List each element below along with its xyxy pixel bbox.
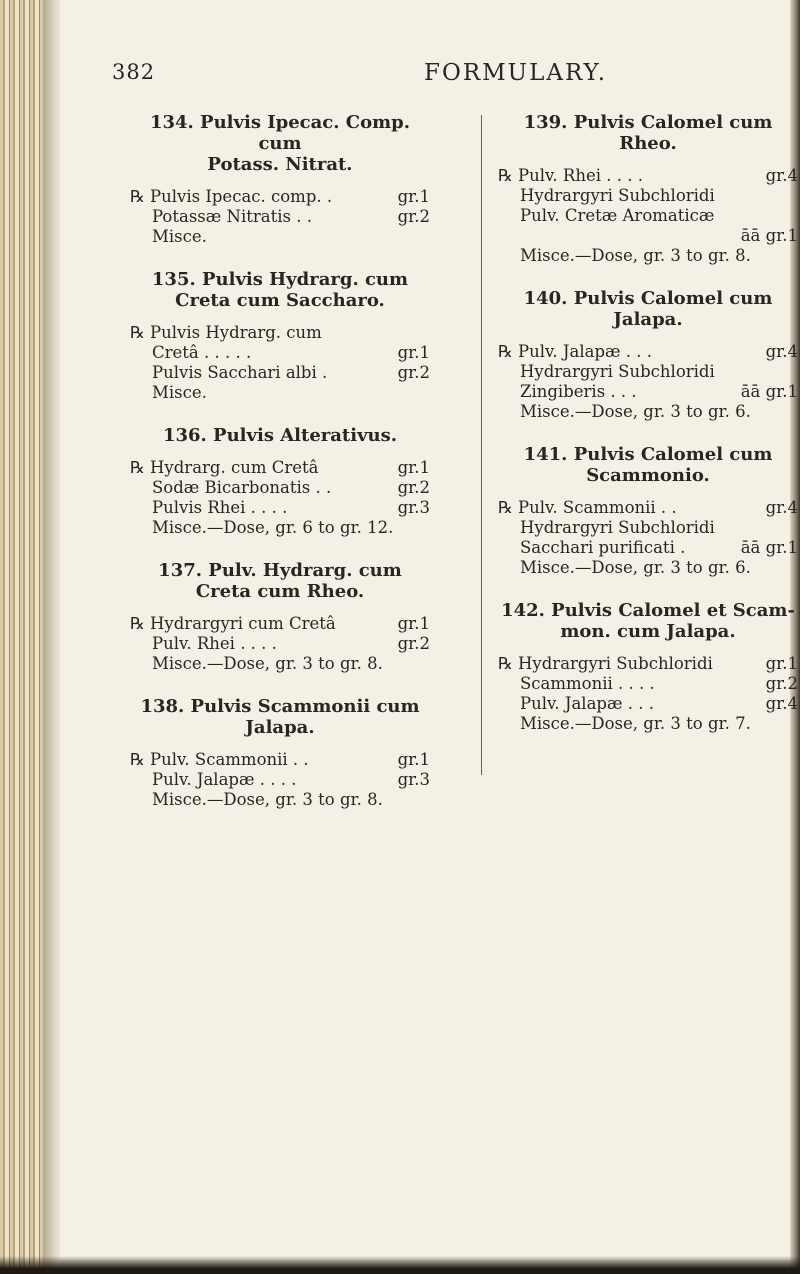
page-header [60,60,790,90]
misce-instruction: Misce.—Dose, gr. 3 to gr. 8. [520,246,751,265]
book-page [60,0,798,1260]
misce-instruction: Misce.—Dose, gr. 3 to gr. 6. [520,402,751,421]
title-line: 139. Pulvis Calomel cum [523,112,773,133]
ingredient-line [130,458,430,478]
ingredient-line [130,187,430,207]
ingredient-line [130,363,430,383]
ingredient: Scammonii . . . . [520,674,655,693]
quantity: gr.1 [397,458,430,477]
title-line: 140. Pulvis Calomel cum [523,288,773,309]
quantity: gr.1 [397,614,430,633]
book-spine-edge [0,0,44,1274]
ingredient: Potassæ Nitratis . . [152,207,312,226]
formula-title [130,269,430,311]
ingredient: Cretâ . . . . . [152,343,252,362]
formula-entry [498,112,798,266]
ingredient-line [498,674,798,694]
page-number: 382 [112,60,156,84]
title-line: 135. Pulvis Hydrarg. cum [151,269,409,290]
misce-instruction: Misce.—Dose, gr. 3 to gr. 6. [520,558,751,577]
title-line: Jalapa. [613,309,683,330]
ingredient-line [130,634,430,654]
title-line: 136. Pulvis Alterativus. [162,425,398,446]
title-line: Creta cum Rheo. [195,581,365,602]
prescription [498,342,798,422]
quantity: āā gr.1 [740,226,798,245]
ingredient: ℞ Hydrargyri Subchloridi [498,654,713,673]
title-line: 137. Pulv. Hydrarg. cum [158,560,402,581]
formula-entry [130,560,430,674]
ingredient-line [130,750,430,770]
title-line: 142. Pulvis Calomel et Scam- [501,600,795,621]
formula-entry [498,444,798,578]
formula-entry [130,112,430,247]
prescription [498,166,798,266]
quantity: gr.1 [397,187,430,206]
gutter-shadow [44,0,58,1274]
quantity: gr.2 [765,674,798,693]
formula-entry [498,600,798,734]
prescription [498,654,798,734]
ingredient: ℞ Pulvis Hydrarg. cum [130,323,322,342]
quantity: gr.4 [765,694,798,713]
ingredient-line [130,478,430,498]
quantity: gr.2 [397,478,430,497]
misce-instruction: Misce. [152,383,207,402]
formula-title [130,696,430,738]
formula-entry [130,696,430,810]
left-column [130,112,430,832]
formula-title [498,600,798,642]
quantity: gr.1 [397,750,430,769]
quantity: gr.2 [397,634,430,653]
formula-entry [498,288,798,422]
title-line: 134. Pulvis Ipecac. Comp. cum [149,112,411,154]
prescription [130,323,430,403]
ingredient-line [498,166,798,186]
ingredient: Pulvis Rhei . . . . [152,498,288,517]
quantity: āā gr.1 [740,382,798,401]
ingredient: ℞ Pulvis Ipecac. comp. . [130,187,333,206]
title-line: Scammonio. [586,465,710,486]
quantity: āā gr.1 [740,538,798,557]
ingredient: Pulv. Jalapæ . . . [520,694,654,713]
ingredient-line [498,226,798,246]
ingredient-line [498,538,798,558]
ingredient: Hydrargyri Subchloridi [520,362,715,381]
ingredient: Sacchari purificati . [520,538,686,557]
quantity: gr.2 [397,363,430,382]
title-line: 138. Pulvis Scammonii cum [140,696,420,717]
title-line: Creta cum Saccharo. [175,290,385,311]
title-line: Potass. Nitrat. [207,154,353,175]
ingredient: Sodæ Bicarbonatis . . [152,478,332,497]
right-column [498,112,798,756]
ingredient: ℞ Pulv. Rhei . . . . [498,166,643,185]
title-line: mon. cum Jalapa. [560,621,736,642]
formula-title [130,112,430,175]
ingredient: ℞ Hydrarg. cum Cretâ [130,458,319,477]
ingredient-line [498,518,798,538]
ingredient-line [498,186,798,206]
ingredient: ℞ Pulv. Scammonii . . [498,498,677,517]
ingredient-line [130,498,430,518]
ingredient-line [498,362,798,382]
running-head: FORMULARY. [424,60,608,86]
ingredient-line [130,323,430,343]
title-line: Rheo. [619,133,677,154]
prescription [498,498,798,578]
misce-instruction: Misce. [152,227,207,246]
ingredient: Hydrargyri Subchloridi [520,186,715,205]
ingredient: Pulv. Cretæ Aromaticæ [520,206,715,225]
ingredient [520,226,737,246]
formula-entry [130,425,430,538]
ingredient-line [498,694,798,714]
prescription [130,458,430,538]
ingredient: ℞ Pulv. Scammonii . . [130,750,309,769]
quantity: gr.1 [397,343,430,362]
quantity: gr.1 [765,654,798,673]
title-line: 141. Pulvis Calomel cum [523,444,773,465]
ingredient-line [130,343,430,363]
ingredient: Hydrargyri Subchloridi [520,518,715,537]
formula-title [498,444,798,486]
misce-instruction: Misce.—Dose, gr. 6 to gr. 12. [152,518,394,537]
ingredient: Pulv. Rhei . . . . [152,634,277,653]
formula-title [130,425,430,446]
misce-instruction: Misce.—Dose, gr. 3 to gr. 7. [520,714,751,733]
ingredient-line [130,770,430,790]
ingredient: Pulvis Sacchari albi . [152,363,328,382]
prescription [130,750,430,810]
quantity: gr.3 [397,770,430,789]
formula-title [498,288,798,330]
misce-instruction: Misce.—Dose, gr. 3 to gr. 8. [152,654,383,673]
ingredient-line [498,342,798,362]
quantity: gr.4 [765,498,798,517]
quantity: gr.3 [397,498,430,517]
formula-title [498,112,798,154]
formula-title [130,560,430,602]
formula-entry [130,269,430,403]
ingredient-line [498,654,798,674]
ingredient: Pulv. Jalapæ . . . . [152,770,297,789]
quantity: gr.4 [765,166,798,185]
ingredient-line [130,614,430,634]
quantity: gr.2 [397,207,430,226]
page-bottom-edge [0,1256,800,1274]
ingredient-line [498,498,798,518]
title-line: Jalapa. [245,717,315,738]
ingredient: Zingiberis . . . [520,382,637,401]
quantity: gr.4 [765,342,798,361]
prescription [130,614,430,674]
misce-instruction: Misce.—Dose, gr. 3 to gr. 8. [152,790,383,809]
ingredient: ℞ Hydrargyri cum Cretâ [130,614,336,633]
prescription [130,187,430,247]
ingredient: ℞ Pulv. Jalapæ . . . [498,342,653,361]
ingredient-line [130,207,430,227]
ingredient-line [498,382,798,402]
column-divider [481,115,482,775]
ingredient-line [498,206,798,226]
